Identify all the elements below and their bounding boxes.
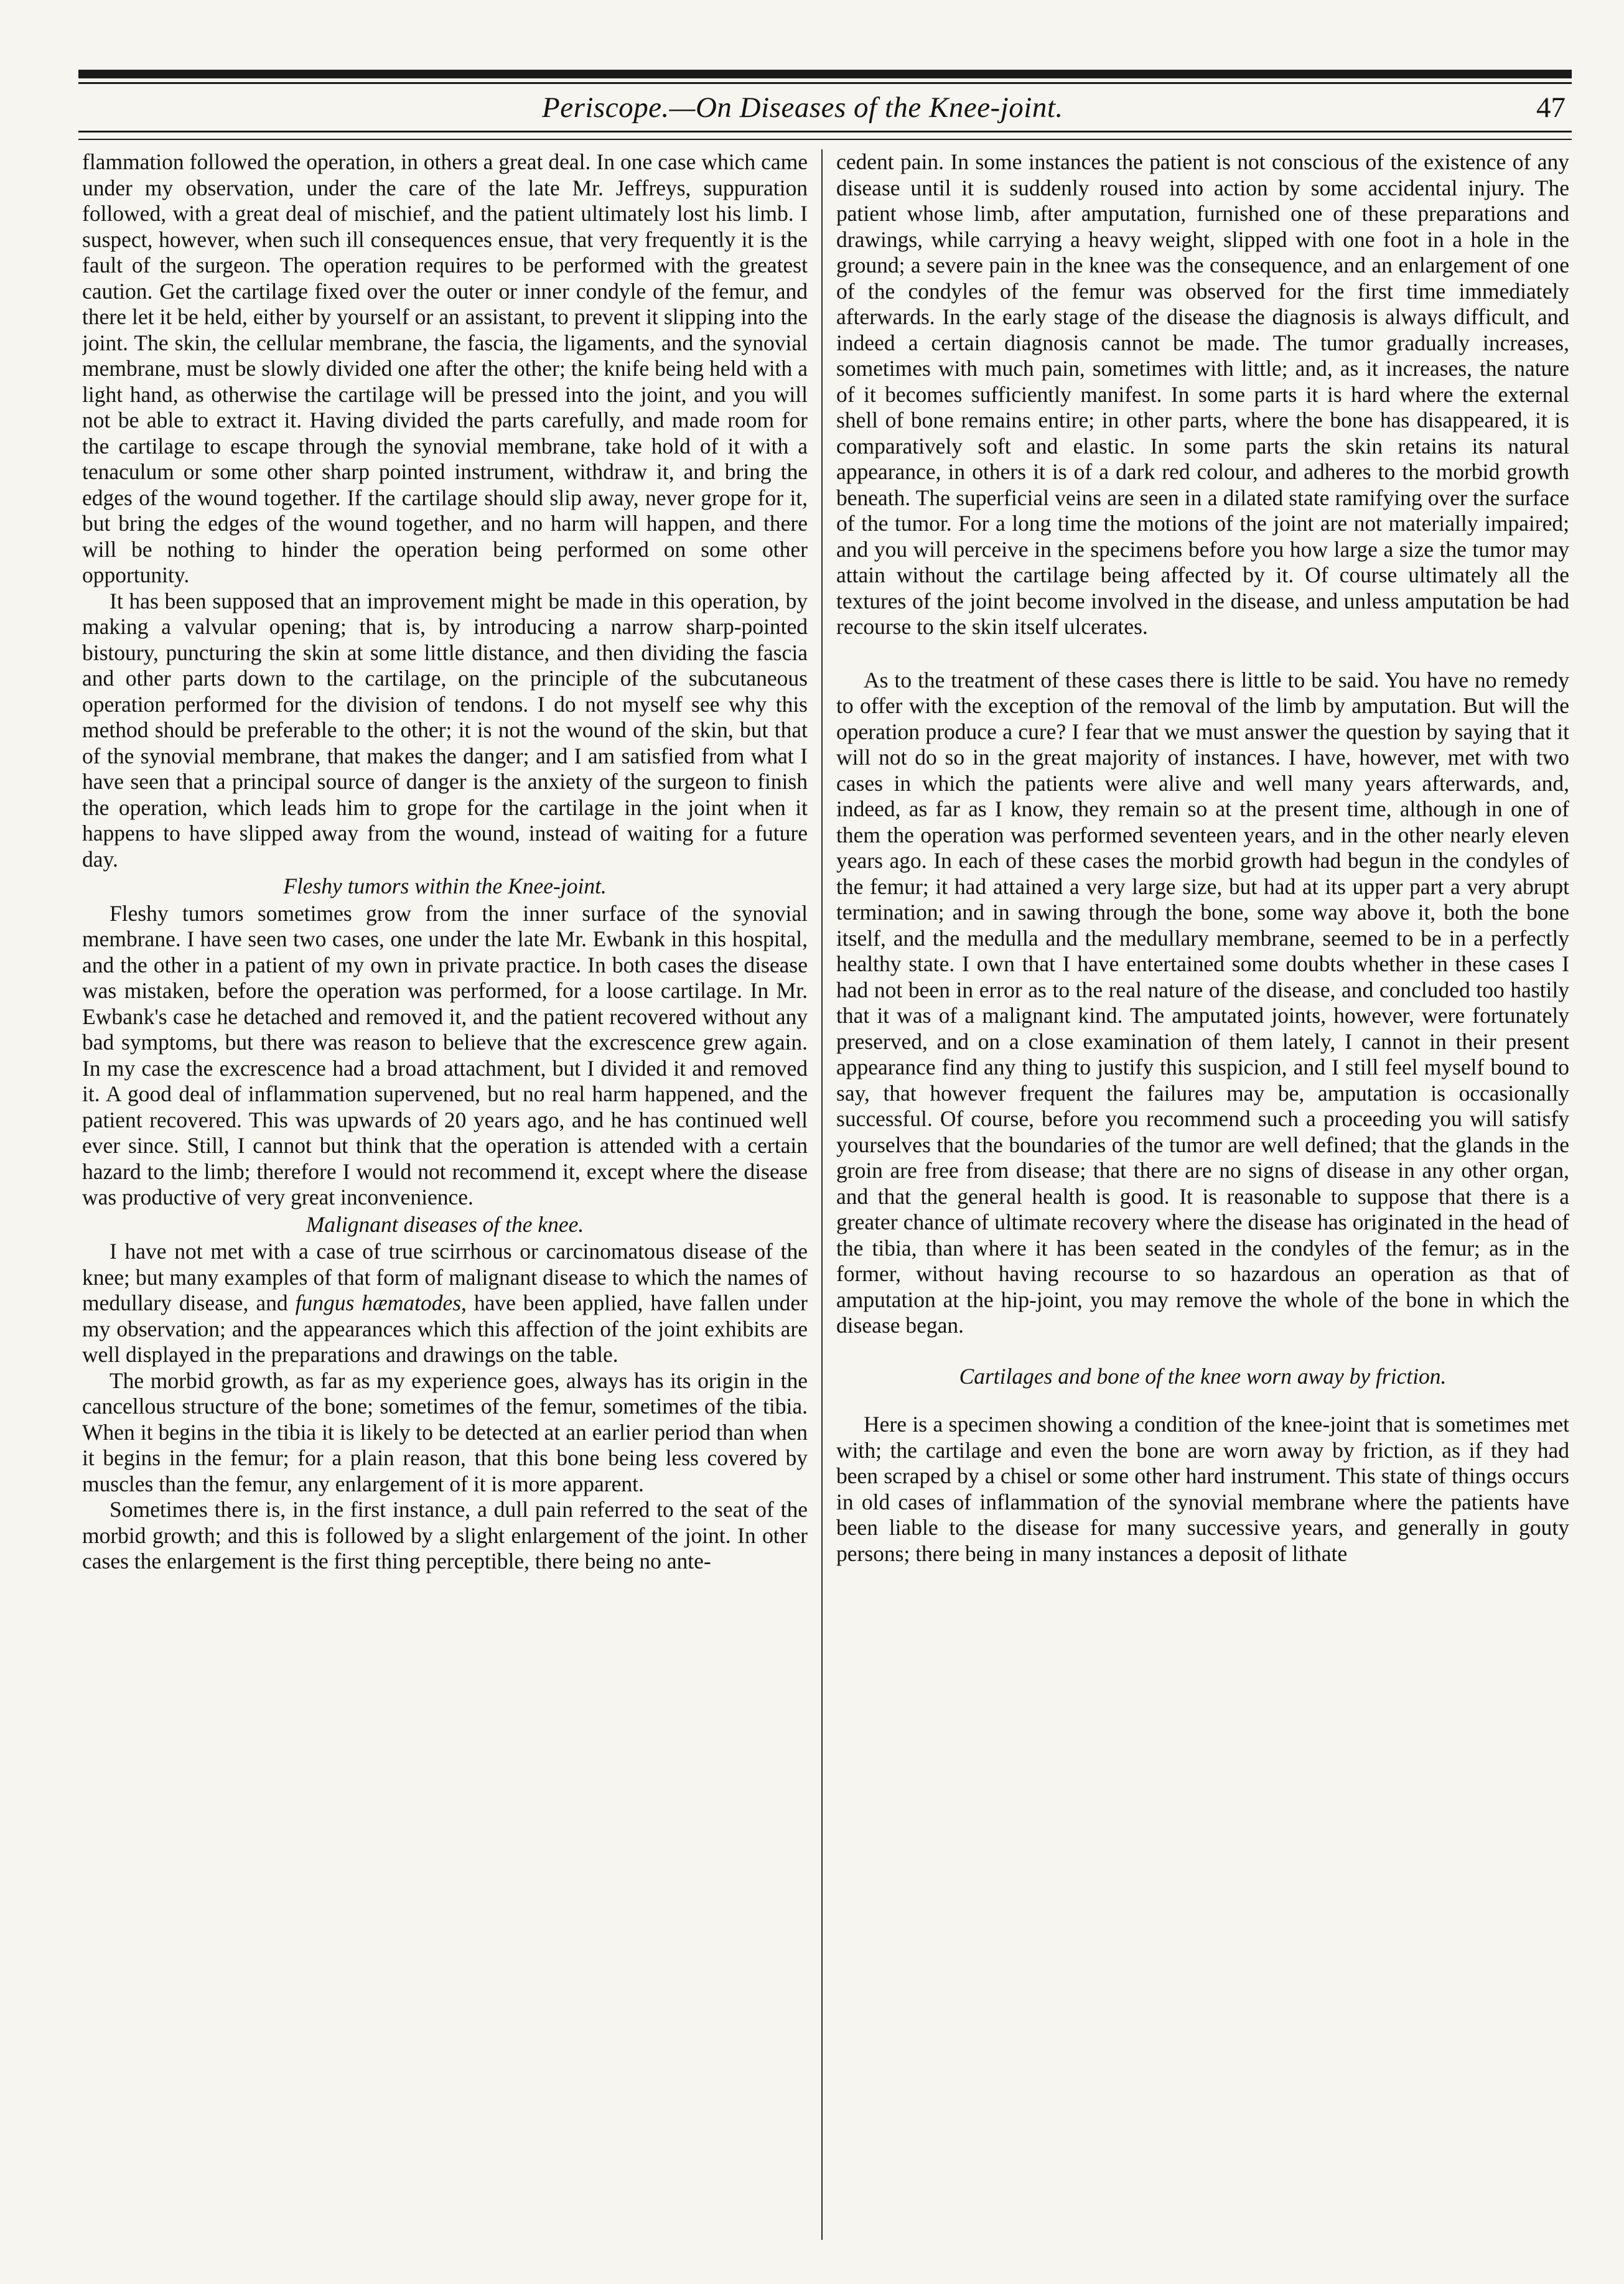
left-paragraph-4 <box>82 1239 808 1368</box>
left-paragraph-4-part-1: I have not met with a case of true scirrhous or carcinomatous disease of the knee; but many examples of that form of malignant disease to which the names of medullary disease, and <box>82 1239 808 1315</box>
right-column <box>836 149 1569 2258</box>
section-heading-fleshy-tumors: Fleshy tumors within the Knee-joint. <box>283 874 607 898</box>
left-paragraph-6: Sometimes there is, in the first instance, a dull pain referred to the seat of the morbid growth; and this is followed by a slight enlargement of the joint. In other cases the enlargement is the first thing perceptible, there being no ante- <box>82 1497 808 1573</box>
right-paragraph-1: cedent pain. In some instances the patient is not conscious of the existence of any disease until it is suddenly roused into action by some accidental injury. The patient whose limb, after amputation, furnished one of these preparations and drawings, while carrying a heavy weight, slipped with one foot in a hole in the ground; a severe pain in the knee was the consequence, and an enlargement of one of the condyles of the femur was observed for the first time immediately afterwards. In the early stage of the disease the diagnosis is always difficult, and indeed a certain diagnosis cannot be made. The tumor gradually increases, sometimes with much pain, sometimes with little; and, as it increases, the nature of it becomes sufficiently manifest. In some parts it is hard where the external shell of bone remains entire; in other parts, where the bone has disappeared, it is comparatively soft and elastic. In some parts the skin retains its natural appearance, in others it is of a dark red colour, and adheres to the morbid growth beneath. The superficial veins are seen in a dilated state ramifying over the surface of the tumor. For a long time the motions of the joint are not materially impaired; and you will perceive in the specimens before you how large a size the tumor may attain without the cartilage being affected by it. Of course ultimately all the textures of the joint become involved in the disease, and unless amputation be had recourse to the skin itself ulcerates. <box>836 149 1569 639</box>
header-rule-lower <box>78 139 1572 140</box>
right-paragraph-2: As to the treatment of these cases there is little to be said. You have no remedy to offer with the exception of the removal of the limb by amputation. But will the operation produce a cure? I fear that we must answer the question by saying that it will not do so in the great majority of instances. I have, however, met with two cases in which the patients were alive and well many years afterwards, and, indeed, as far as I know, they remain so at the present time, although in one of them the operation was performed seventeen years, and in the other nearly eleven years ago. In each of these cases the morbid growth had begun in the condyles of the femur; it had attained a very large size, but had at its upper part a very abrupt termination; and in sawing through the bone, some way above it, both the bone itself, and the medulla and the medullary membrane, seemed to be in a perfectly healthy state. I own that I have entertained some doubts whether in these cases I had not been in error as to the real nature of the disease, and concluded too hastily that it was of a malignant kind. The amputated joints, however, were fortunately preserved, and on a close examination of them lately, I cannot in their present appearance find any thing to justify this suspicion, and I still feel myself bound to say, that however frequent the failures may be, amputation is occasionally successful. Of course, before you recommend such a proceeding you will satisfy yourselves that the boundaries of the tumor are well defined; that the glands in the groin are free from disease; that there are no signs of disease in any other organ, and that the general health is good. It is reasonable to suppose that there is a greater chance of ultimate recovery where the disease has originated in the head of the tibia, than where it has been seated in the condyles of the femur; as in the former, without having recourse to so hazardous an operation as that of amputation at the hip-joint, you may remove the whole of the bone in which the disease began. <box>836 667 1569 1338</box>
left-paragraph-2: It has been supposed that an improvement might be made in this operation, by making a valvular opening; that is, by introducing a narrow sharp-pointed bistoury, puncturing the skin at some little distance, and then dividing the fascia and other parts down to the cartilage, on the principle of the subcutaneous operation performed for the division of tendons. I do not myself see why this method should be preferable to the other; it is not the wound of the skin, but that of the synovial membrane, that makes the danger; and I am satisfied from what I have seen that a principal source of danger is the anxiety of the surgeon to finish the operation, which leads him to grope for the cartilage in the joint when it happens to have slipped away from the wound, instead of waiting for a future day. <box>82 588 808 872</box>
top-thin-rule <box>78 82 1572 84</box>
section-heading-cartilages-friction: Cartilages and bone of the knee worn away by friction. <box>959 1363 1447 1389</box>
running-head <box>78 86 1572 129</box>
left-paragraph-5: The morbid growth, as far as my experience goes, always has its origin in the cancellous structure of the bone; sometimes of the femur, sometimes of the tibia. When it begins in the tibia it is likely to be detected at an earlier period than when it begins in the femur; for a plain reason, that this bone being less covered by muscles than the femur, any enlargement of it is more apparent. <box>82 1368 808 1496</box>
right-paragraph-3: Here is a specimen showing a condition of the knee-joint that is sometimes met with; the cartilage and even the bone are worn away by friction, as if they had been scraped by a chisel or some other hard instrument. This state of things occurs in old cases of inflammation of the synovial membrane where the patients have been liable to the disease for many successive years, and generally in gouty persons; there being in many instances a deposit of lithate <box>836 1412 1569 1566</box>
left-paragraph-4-part-2: , have been applied, have fallen under my observation; and the appearances which this affection of the joint exhibits are well displayed in the preparations and drawings on the table. <box>82 1290 808 1367</box>
left-column <box>82 149 808 2258</box>
left-paragraph-1: flammation followed the operation, in others a great deal. In one case which came under my observation, under the care of the late Mr. Jeffreys, suppuration followed, with a great deal of mischief, and the patient ultimately lost his limb. I suspect, however, when such ill consequences ensue, that very frequently it is the fault of the surgeon. The operation requires to be performed with the greatest caution. Get the cartilage fixed over the outer or inner condyle of the femur, and there let it be held, either by yourself or an assistant, to prevent it slipping into the joint. The skin, the cellular membrane, the fascia, the ligaments, and the synovial membrane, must be slowly divided one after the other; the knife being held with a light hand, as otherwise the cartilage will be pressed into the joint, and you will not be able to extract it. Having divided the parts carefully, and made room for the cartilage to escape through the synovial membrane, take hold of it with a tenaculum or some other sharp pointed instrument, withdraw it, and bring the edges of the wound together. If the cartilage should slip away, never grope for it, but bring the edges of the wound together, and no harm will happen, and there will be nothing to hinder the operation being performed on some other opportunity. <box>82 149 808 587</box>
column-divider <box>821 149 823 2240</box>
left-paragraph-3: Fleshy tumors sometimes grow from the inner surface of the synovial membrane. I have seen two cases, one under the late Mr. Ewbank in this hospital, and the other in a patient of my own in private practice. In both cases the disease was mistaken, before the operation was performed, for a loose cartilage. In Mr. Ewbank's case he detached and removed it, and the patient recovered without any bad symptoms, but there was reason to believe that the excrescence grew again. In my case the excrescence had a broad attachment, but I divided it and removed it. A good deal of inflammation supervened, but no real harm happened, and the patient recovered. This was upwards of 20 years ago, and he has continued well ever since. Still, I cannot but think that the operation is attended with a certain hazard to the limb; therefore I would not recommend it, except where the disease was productive of very great inconvenience. <box>82 900 808 1210</box>
left-paragraph-4-emphasis: fungus hæmatodes <box>295 1290 462 1315</box>
top-thick-rule <box>78 70 1572 78</box>
running-title: Periscope.—On Diseases of the Knee-joint. <box>542 91 1063 124</box>
section-heading-malignant-diseases: Malignant diseases of the knee. <box>306 1211 584 1237</box>
page-number: 47 <box>1536 91 1566 124</box>
header-rule-upper <box>78 131 1572 133</box>
